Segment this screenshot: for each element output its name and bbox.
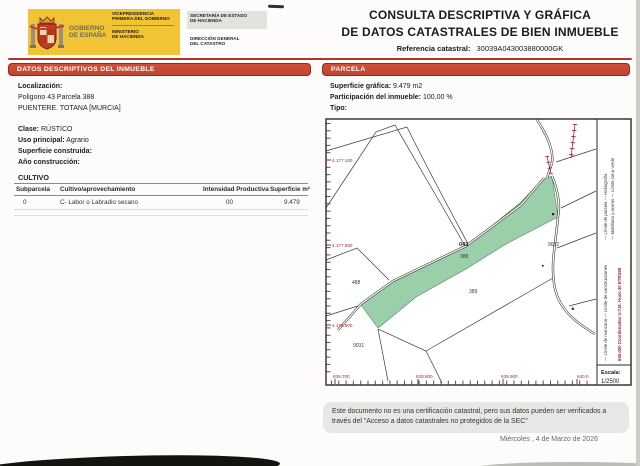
svg-text:639.700: 639.700	[333, 374, 350, 379]
disclaimer-line2: través del "Acceso a datos catastrales no protegidos de la SEC"	[332, 418, 528, 425]
referencia-value: 30039A043003880000GK	[476, 44, 564, 53]
header-rule	[8, 58, 632, 60]
section-parcela-title: PARCELA	[331, 66, 366, 73]
svg-text:1/2500: 1/2500	[601, 379, 620, 385]
title-line1: CONSULTA DESCRIPTIVA Y GRÁFICA	[368, 8, 591, 22]
title-line2: DE DATOS CATASTRALES DE BIEN INMUEBLE	[341, 25, 619, 39]
referencia-catastral	[330, 44, 630, 53]
map-point-marker	[542, 265, 544, 267]
cultivo-title: CULTIVO	[18, 173, 50, 182]
table-border-top	[14, 183, 308, 184]
scan-artifact-bottom-left	[0, 452, 280, 466]
col-header-subparcela: Subparcela	[16, 186, 50, 193]
uso-field	[18, 137, 89, 145]
cell-superficie: 9.479	[284, 199, 300, 206]
localizacion-line1: Poligono 43 Parcela 388	[18, 94, 95, 101]
svg-text:488: 488	[352, 280, 361, 286]
svg-text:9031: 9031	[353, 343, 365, 349]
clase-value: RÚSTICO	[40, 126, 73, 133]
scan-artifact-top	[268, 5, 284, 9]
superficie-grafica-field	[330, 83, 422, 91]
svg-text:640.000 Coordenadas U.T.M. Hus: 640.000 Coordenadas U.T.M. Huso 30 ETRS89	[617, 267, 622, 361]
svg-text:388: 388	[460, 254, 469, 260]
superficie-construida-field: Superficie construida:	[18, 148, 92, 155]
svg-text:— Límite de manzana — Límit: — Límite de manzana — Límite de construcciones	[603, 264, 608, 361]
participacion-label: Participación del inmueble:	[330, 94, 422, 101]
participacion-field	[330, 94, 453, 102]
disclaimer-box	[323, 402, 629, 433]
svg-text:4.176.900: 4.176.900	[332, 323, 353, 328]
spain-coat-of-arms-icon	[28, 12, 66, 52]
direccion-general-block: DIRECCIÓN GENERAL DEL CATASTRO	[190, 36, 240, 47]
cell-cultivo: C- Labor o Labradio secano	[60, 199, 139, 206]
uso-value: Agrario	[66, 137, 89, 144]
table-border-mid	[14, 195, 308, 196]
disclaimer-line1: Este documento no es una certificación catastral, pero sus datos pueden ser verificados a	[332, 408, 607, 415]
uso-label: Uso principal:	[18, 137, 65, 144]
svg-text:4.177.100: 4.177.100	[332, 158, 353, 163]
logo-divider	[112, 25, 174, 26]
superficie-grafica-value: 9.479 m2	[393, 83, 423, 90]
table-row-divider	[14, 215, 308, 216]
svg-text:— Límite de parcela — Hid: — Límite de parcela — Hidrografía	[603, 173, 608, 240]
col-header-cultivo: Cultivo/aprovechamiento	[60, 186, 136, 193]
svg-text:389: 389	[469, 289, 478, 295]
document-date: Miércoles , 4 de Marzo de 2026	[499, 436, 598, 443]
svg-text:639.900: 639.900	[501, 374, 518, 379]
svg-text:9032: 9032	[548, 242, 560, 248]
secretaria-estado-block: SECRETARÍA DE ESTADO DE HACIENDA	[187, 11, 267, 29]
referencia-label: Referencia catastral:	[396, 44, 471, 53]
table-row-divider	[14, 209, 308, 210]
scan-edge-right	[636, 0, 640, 466]
map-point-marker	[552, 213, 554, 215]
svg-text:— Mobiliario y aceras — Lím: — Mobiliario y aceras — Límite zona verde	[610, 157, 615, 240]
tipo-field: Tipo:	[330, 105, 347, 112]
col-header-superficie: Superficie m²	[270, 186, 310, 193]
gobierno-text: GOBIERNO DE ESPAÑA	[69, 25, 107, 39]
localizacion-line2: PUENTERE. TOTANA [MURCIA]	[18, 105, 121, 112]
svg-text:4.177.000: 4.177.000	[332, 243, 353, 248]
svg-text:043: 043	[459, 242, 469, 248]
svg-text:640.0: 640.0	[577, 374, 589, 379]
svg-text:Escala:: Escala:	[601, 370, 621, 376]
document-title	[330, 8, 630, 53]
superficie-grafica-label: Superficie gráfica:	[330, 83, 392, 90]
cadastral-map	[325, 118, 633, 391]
localizacion-label: Localización:	[18, 83, 63, 90]
col-header-intensidad: Intensidad Productiva	[203, 186, 269, 193]
ministerio-text-block: VICEPRESIDENCIA PRIMERA DEL GOBIERNO MINISTERIO DE HACIENDA	[112, 11, 182, 40]
cell-intensidad: 00	[226, 199, 234, 206]
section-parcela	[322, 63, 630, 76]
clase-label: Clase:	[18, 126, 40, 133]
svg-text:639.800: 639.800	[416, 374, 433, 379]
section-datos-descriptivos	[8, 63, 311, 76]
cell-subparcela: 0	[23, 199, 27, 206]
scan-artifact-bottom-right	[470, 462, 640, 466]
ano-construccion-field: Año construcción:	[18, 159, 80, 166]
section-datos-title: DATOS DESCRIPTIVOS DEL INMUEBLE	[17, 66, 155, 73]
clase-field	[18, 126, 72, 134]
participacion-value: 100,00 %	[422, 94, 453, 101]
